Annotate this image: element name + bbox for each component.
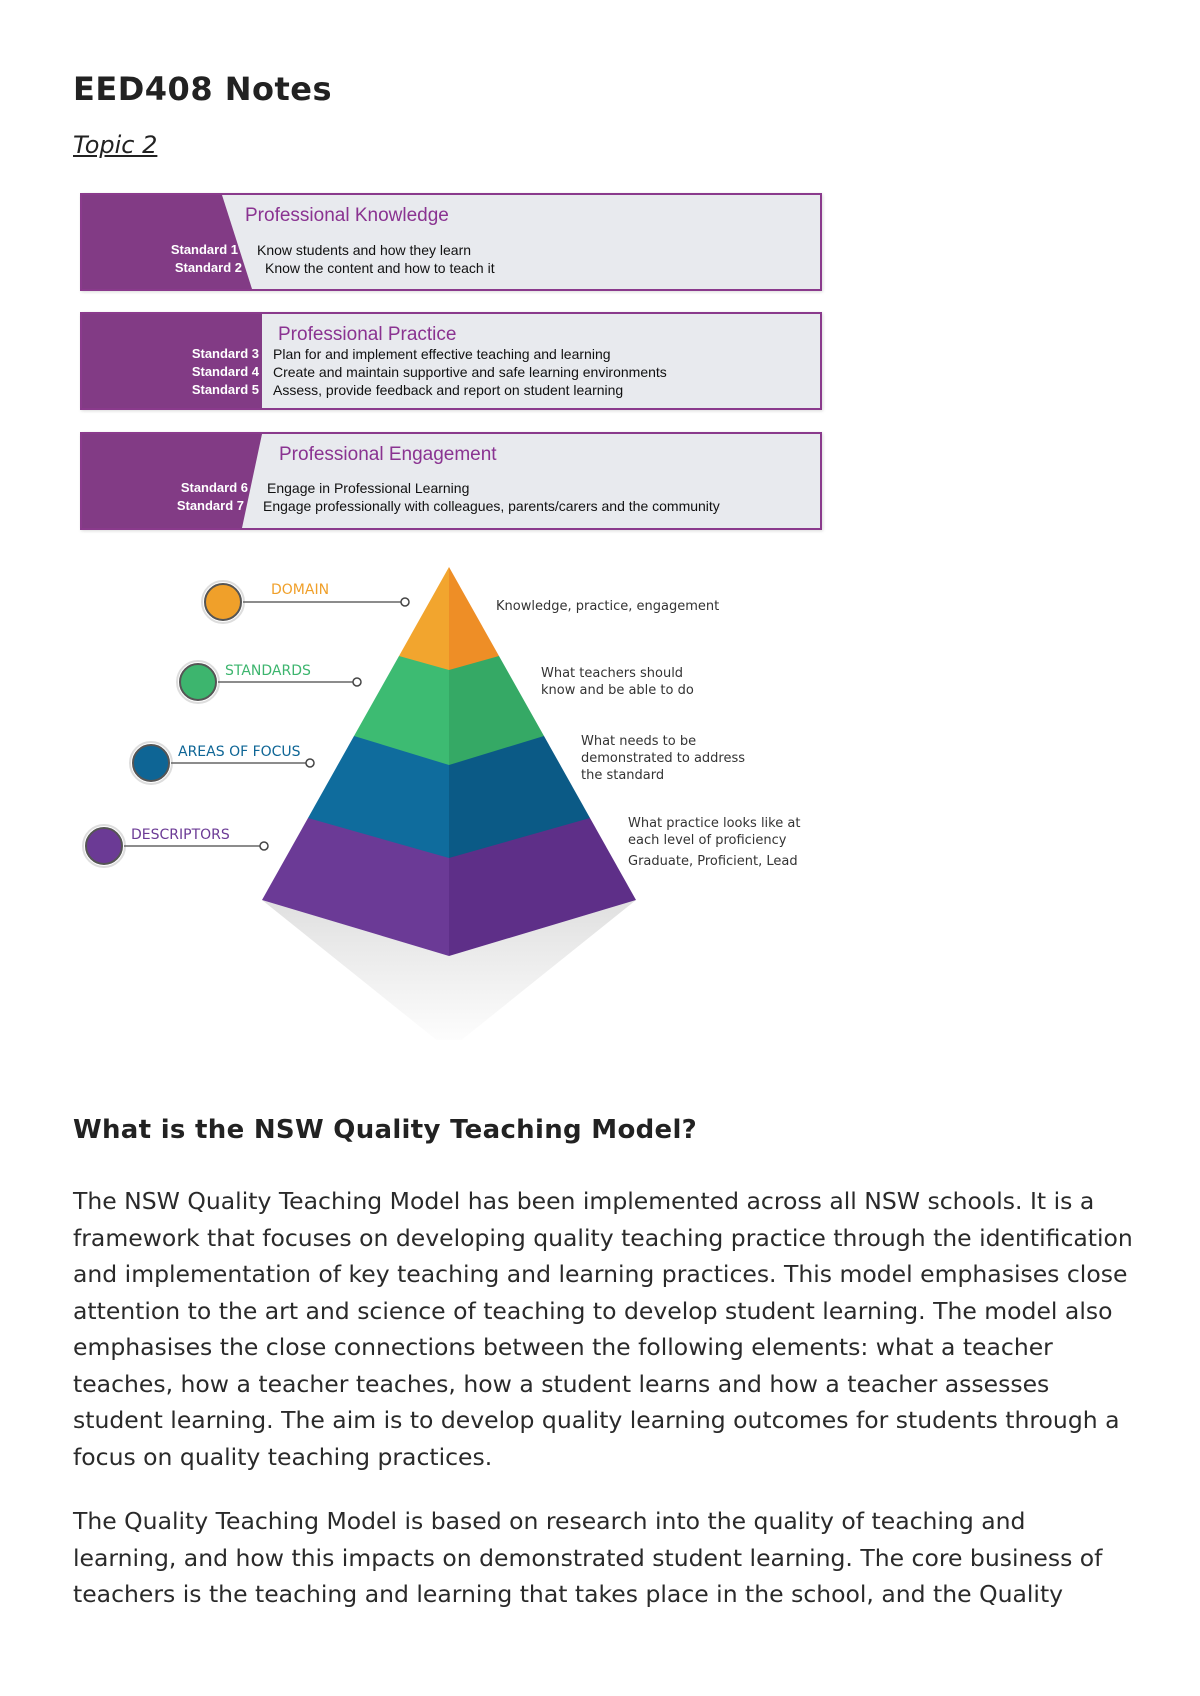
standard-number: Standard 6 bbox=[180, 480, 248, 495]
level-label: AREAS OF FOCUS bbox=[178, 744, 301, 760]
standards-group-practice bbox=[80, 312, 822, 410]
callout-domain bbox=[202, 581, 409, 623]
standard-row bbox=[82, 479, 822, 497]
pyramid-svg bbox=[60, 560, 820, 1040]
pyramid-level-domain-side bbox=[449, 567, 499, 670]
level-description: the standard bbox=[581, 768, 665, 783]
standard-number: Standard 4 bbox=[191, 364, 259, 379]
document-subtitle: Topic 2 bbox=[73, 131, 158, 159]
standard-number: Standard 7 bbox=[176, 498, 244, 513]
standard-number: Standard 2 bbox=[174, 260, 242, 275]
level-description: What needs to be bbox=[581, 734, 697, 749]
standards-group-engagement bbox=[80, 432, 822, 530]
standard-text: Assess, provide feedback and report on student learning bbox=[273, 382, 624, 398]
callout-areas-of-focus bbox=[130, 742, 314, 784]
standard-text: Know the content and how to teach it bbox=[265, 260, 495, 276]
level-description: know and be able to do bbox=[541, 683, 694, 698]
level-label: DOMAIN bbox=[271, 582, 330, 598]
standard-row bbox=[82, 345, 822, 363]
group-heading: Professional Knowledge bbox=[245, 205, 449, 226]
standard-number: Standard 1 bbox=[170, 242, 238, 257]
level-label: DESCRIPTORS bbox=[131, 827, 230, 843]
body-paragraph: The NSW Quality Teaching Model has been implemented across all NSW schools. It is a framework that focuses on developing quality teaching practice through the identification and implementation of key teaching and learning practices. This model emphasises close attention to the art and science of teaching to develop student learning. The model also emphasises the close connections between the following elements: what a teacher teaches, how a teacher teaches, how a student learns and how a teacher assesses student learning. The aim is to develop quality learning outcomes for students through a focus on quality teaching practices. bbox=[73, 1187, 1133, 1471]
standards-group-knowledge bbox=[80, 193, 822, 291]
standard-number: Standard 3 bbox=[191, 346, 259, 361]
group-heading: Professional Engagement bbox=[279, 444, 497, 465]
level-label: STANDARDS bbox=[225, 663, 311, 679]
standard-text: Know students and how they learn bbox=[257, 242, 472, 258]
level-description: Graduate, Proficient, Lead bbox=[628, 854, 798, 869]
pyramid-level-domain bbox=[399, 567, 449, 670]
section-heading: What is the NSW Quality Teaching Model? bbox=[73, 1115, 698, 1145]
level-description: What practice looks like at bbox=[628, 816, 801, 831]
callout-descriptors bbox=[83, 825, 268, 867]
standard-text: Engage professionally with colleagues, parents/carers and the community bbox=[263, 498, 720, 514]
group-heading: Professional Practice bbox=[278, 324, 457, 345]
callout-standards bbox=[177, 661, 361, 703]
standard-text: Plan for and implement effective teaching and learning bbox=[273, 346, 611, 362]
standard-row bbox=[82, 497, 822, 515]
pyramid-figure bbox=[60, 560, 820, 1040]
level-description: Knowledge, practice, engagement bbox=[496, 599, 720, 614]
standard-number: Standard 5 bbox=[191, 382, 259, 397]
standard-row bbox=[82, 241, 822, 259]
level-description: demonstrated to address bbox=[581, 751, 746, 766]
standard-row bbox=[82, 381, 822, 399]
standard-row bbox=[82, 363, 822, 381]
level-description: What teachers should bbox=[541, 666, 684, 681]
body-paragraph: The Quality Teaching Model is based on research into the quality of teaching and learning, and how this impacts on demonstrated student learning. The core business of teachers is the teaching and learning that takes place in the school, and the Quality bbox=[73, 1507, 1103, 1608]
standard-text: Create and maintain supportive and safe learning environments bbox=[273, 364, 667, 380]
standard-text: Engage in Professional Learning bbox=[267, 480, 470, 496]
standard-row bbox=[82, 259, 822, 277]
level-description: each level of proficiency bbox=[628, 833, 787, 848]
document-title: EED408 Notes bbox=[73, 70, 333, 108]
